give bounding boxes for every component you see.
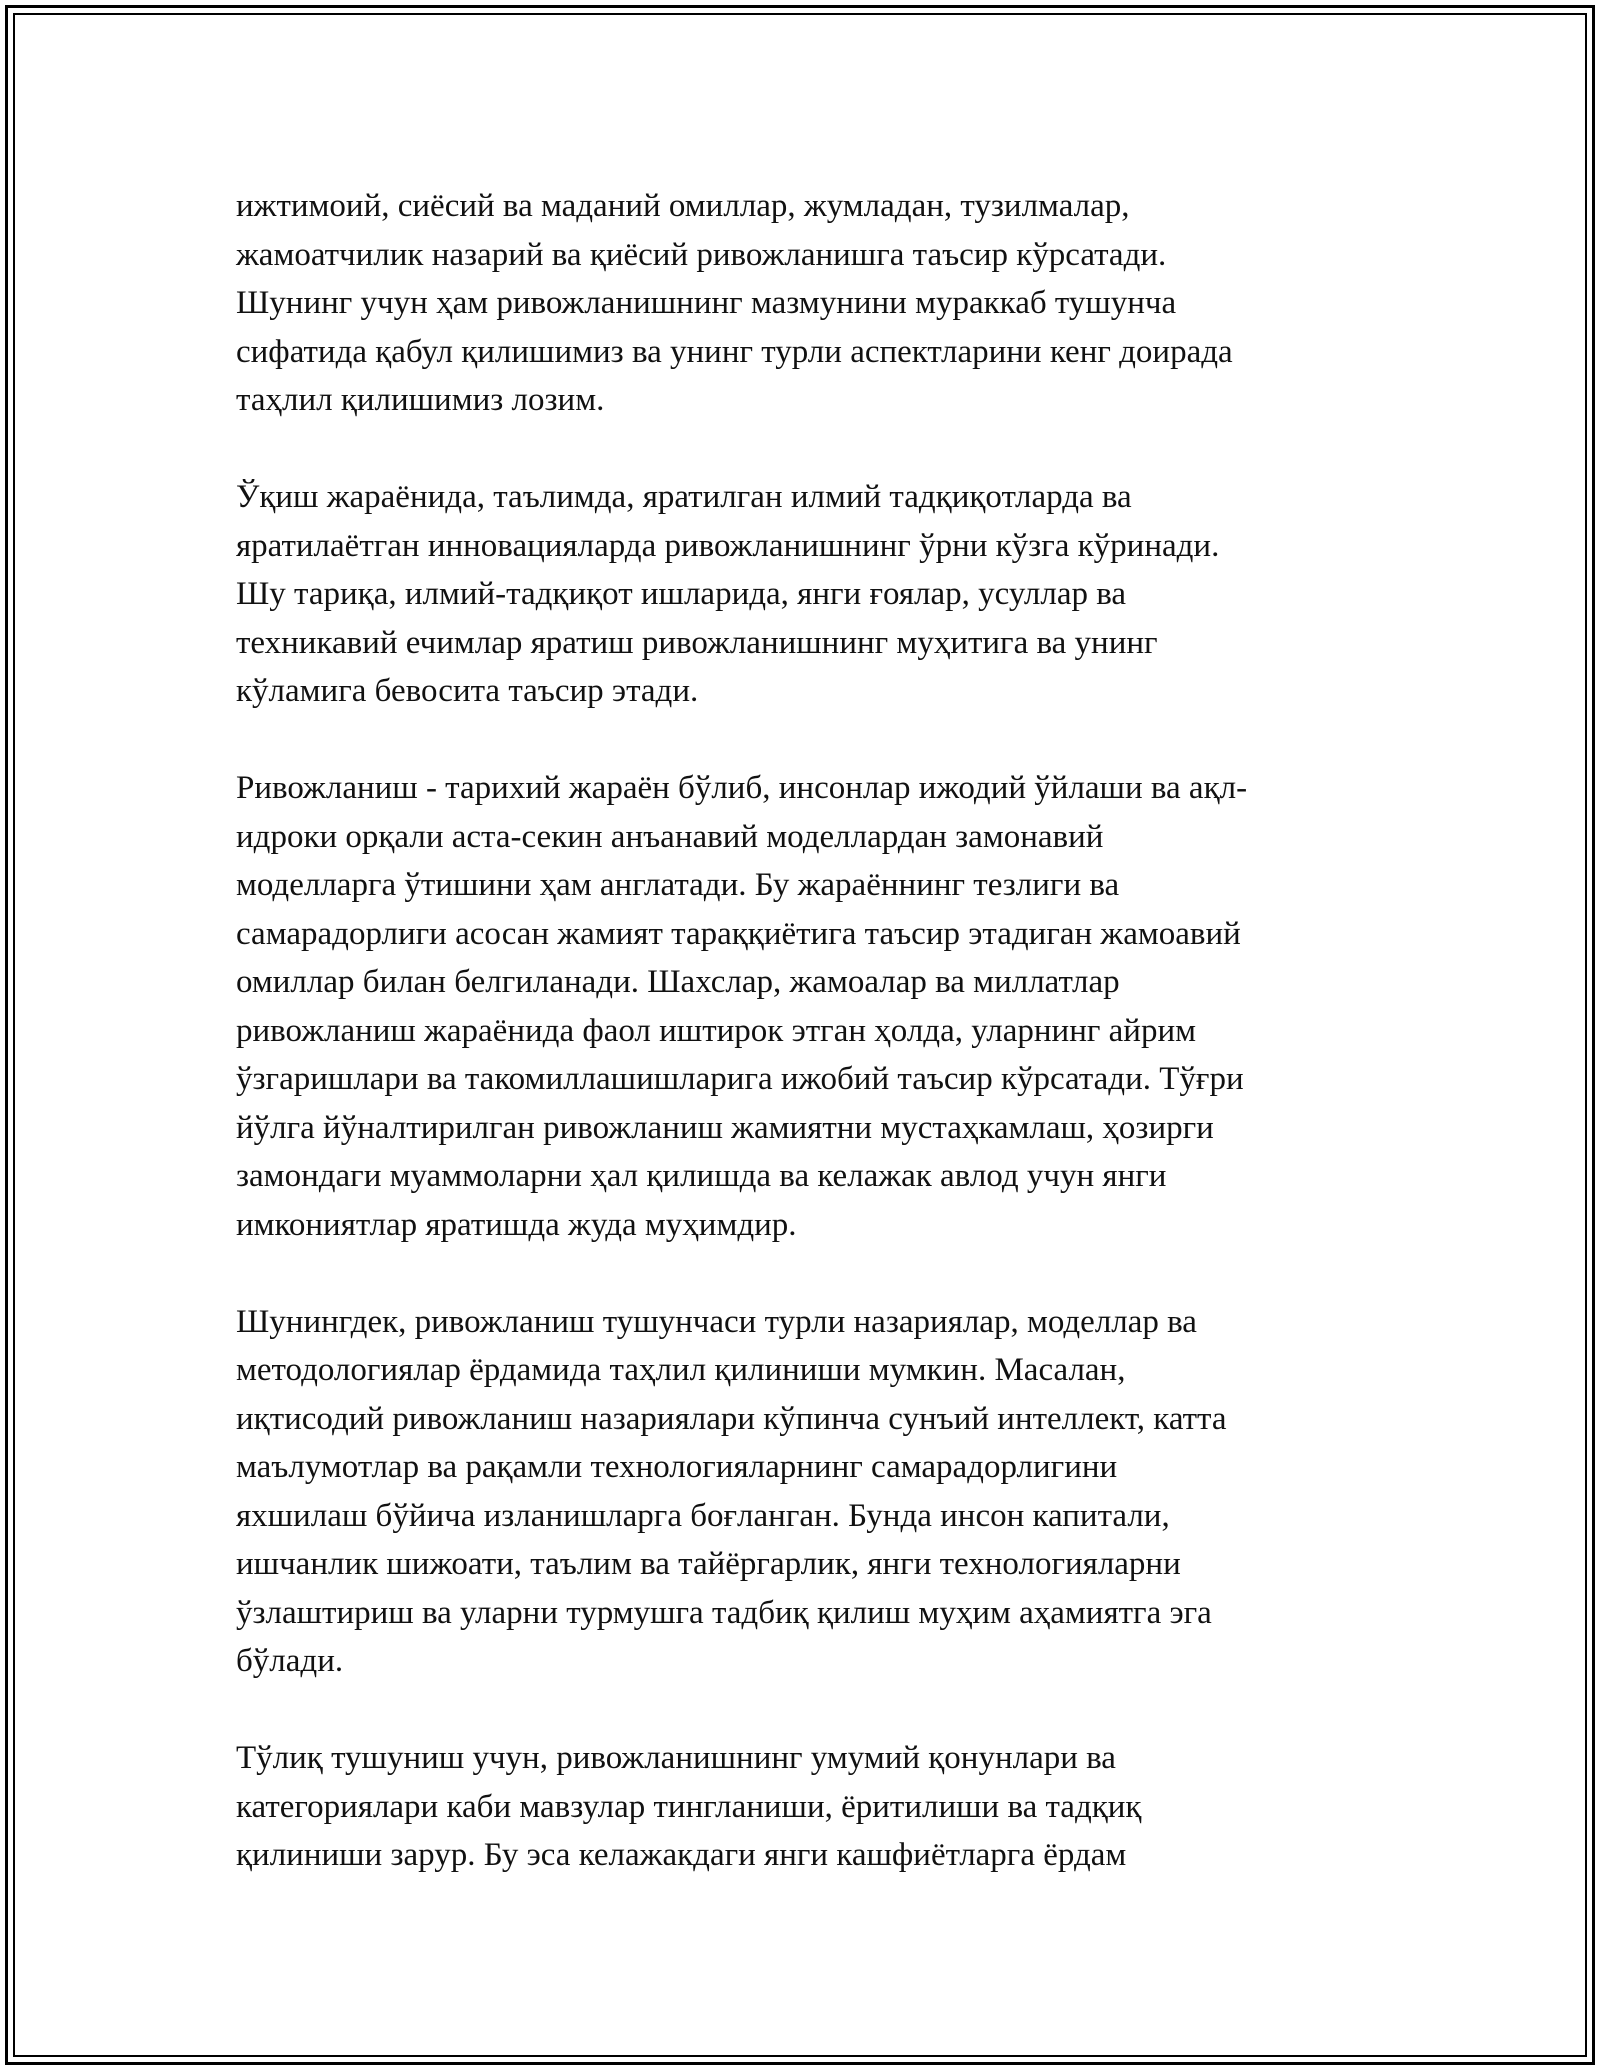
text-line: Шунингдек, ривожланиш тушунчаси турли назариялар, моделлар ва (236, 1303, 1197, 1340)
text-line: Тўлиқ тушуниш учун, ривожланишнинг умумий қонунлари ва (236, 1740, 1116, 1776)
text-line: идроки орқали аста-секин анъанавий моделлардан замонавий (236, 818, 1104, 855)
text-line: иқтисодий ривожланиш назариялари кўпинча сунъий интеллект, катта (236, 1400, 1227, 1437)
text-line: методологиялар ёрдамида таҳлил қилиниши мумкин. Масалан, (236, 1352, 1126, 1388)
text-line: йўлга йўналтирилган ривожланиш жамиятни мустаҳкамлаш, ҳозирги (236, 1109, 1214, 1146)
text-line: Ўқиш жараёнида, таълимда, яратилган илмий тадқиқотларда ва (236, 479, 1132, 515)
text-line: ривожланиш жараёнида фаол иштирок этган ҳолда, уларнинг айрим (236, 1012, 1197, 1049)
text-line: кўламига бевосита таъсир этади. (236, 673, 699, 709)
text-line: ишчанлик шижоати, таълим ва тайёргарлик, янги технологияларни (236, 1546, 1181, 1582)
paragraph (236, 764, 1376, 1249)
text-line: ўзлаштириш ва уларни турмушга тадбиқ қилиш муҳим аҳамиятга эга (236, 1594, 1212, 1631)
text-line: бўлади. (236, 1643, 344, 1679)
text-line: сифатида қабул қилишимиз ва унинг турли аспектларини кенг доирада (236, 333, 1233, 370)
paragraph (236, 1298, 1376, 1686)
text-line: яхшилаш бўйича изланишларга боғланган. Бунда инсон капитали, (236, 1497, 1170, 1534)
text-line: замондаги муаммоларни ҳал қилишда ва келажак авлод учун янги (236, 1158, 1167, 1194)
text-line: самарадорлиги асосан жамият тараққиётига таъсир этадиган жамоавий (236, 915, 1241, 952)
text-line: моделларга ўтишини ҳам англатади. Бу жараённинг тезлиги ва (236, 867, 1120, 903)
text-line: Шунинг учун ҳам ривожланишнинг мазмунини мураккаб тушунча (236, 285, 1177, 321)
text-line: қилиниши зарур. Бу эса келажакдаги янги кашфиётларга ёрдам (236, 1837, 1127, 1873)
text-line: жамоатчилик назарий ва қиёсий ривожланишга таъсир кўрсатади. (236, 236, 1167, 273)
paragraph (236, 182, 1376, 425)
text-line: ижтимоий, сиёсий ва маданий омиллар, жумладан, тузилмалар, (236, 188, 1130, 224)
text-line: омиллар билан белгиланади. Шахслар, жамоалар ва миллатлар (236, 964, 1120, 1000)
text-line: яратилаётган инновацияларда ривожланишнинг ўрни кўзга кўринади. (236, 527, 1220, 564)
paragraph (236, 473, 1376, 716)
text-line: Шу тариқа, илмий-тадқиқот ишларида, янги ғоялар, усуллар ва (236, 576, 1127, 612)
text-line: имкониятлар яратишда жуда муҳимдир. (236, 1206, 797, 1243)
text-line: ўзгаришлари ва такомиллашишларига ижобий таъсир кўрсатади. Тўғри (236, 1061, 1244, 1097)
text-line: Ривожланиш - тарихий жараён бўлиб, инсонлар ижодий ўйлаши ва ақл- (236, 770, 1248, 806)
text-line: техникавий ечимлар яратиш ривожланишнинг муҳитига ва унинг (236, 624, 1158, 661)
text-line: категориялари каби мавзулар тингланиши, ёритилиши ва тадқиқ (236, 1788, 1142, 1825)
paragraph (236, 1734, 1376, 1880)
text-line: маълумотлар ва рақамли технологияларнинг самарадорлигини (236, 1449, 1118, 1485)
text-line: таҳлил қилишимиз лозим. (236, 382, 605, 418)
document-body (236, 182, 1376, 1928)
